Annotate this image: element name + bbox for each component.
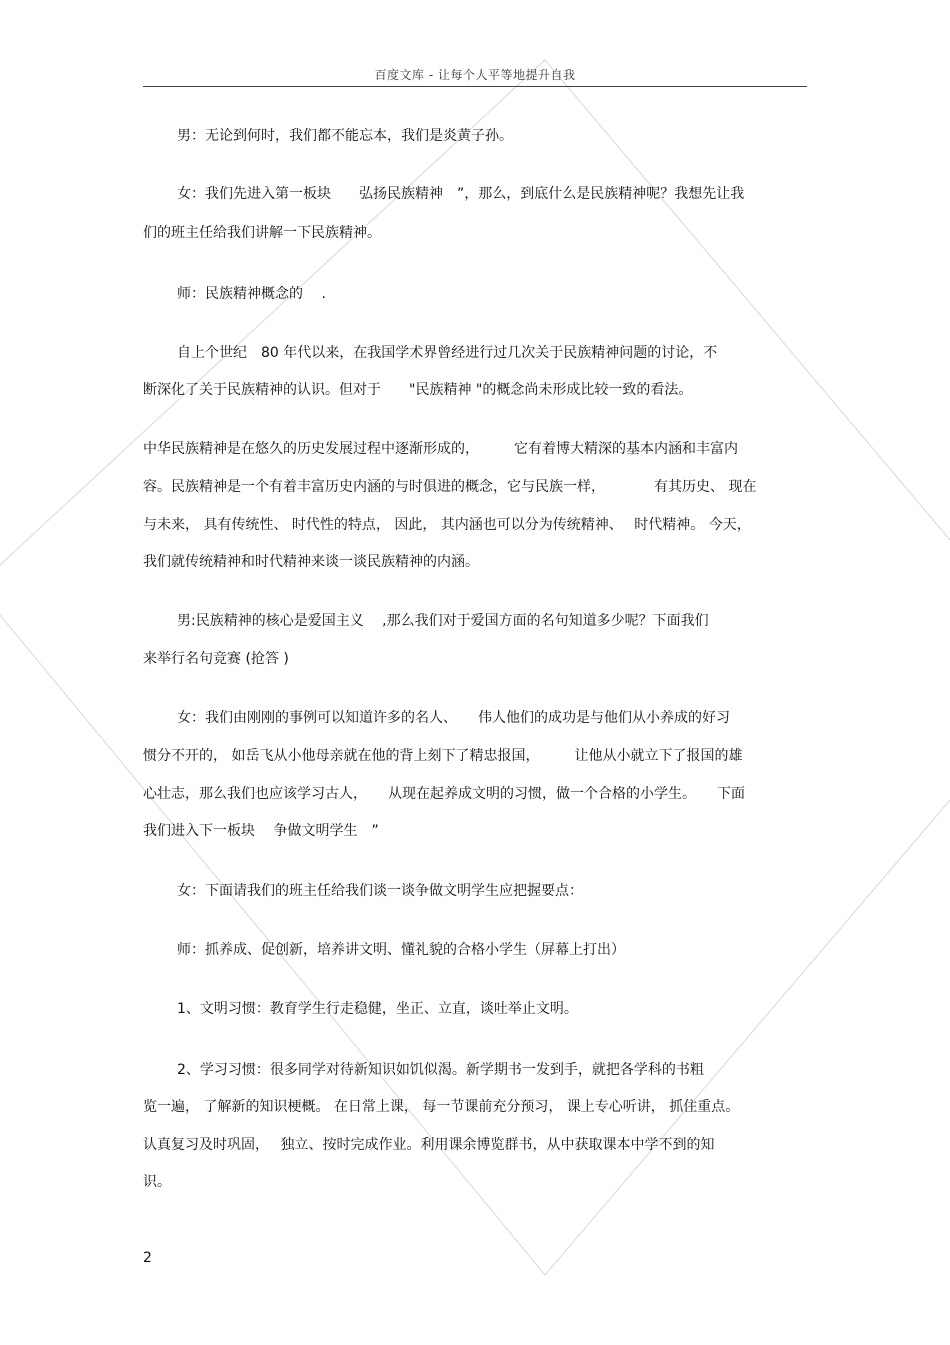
- text-line: 心壮志，那么我们也应该学习古人， 从现在起养成文明的习惯，做一个合格的小学生。 下面: [143, 786, 745, 802]
- text-line: 中华民族精神是在悠久的历史发展过程中逐渐形成的， 它有着博大精深的基本内涵和丰富内: [143, 441, 738, 457]
- text-line: 识。: [143, 1174, 171, 1190]
- text-line: 女：我们先进入第一板块 弘扬民族精神 ”，那么，到底什么是民族精神呢？我想先让我: [177, 186, 745, 202]
- text-line: 1、文明习惯：教育学生行走稳健，坐正、立直，谈吐举止文明。: [177, 1001, 578, 1017]
- text-line: 来举行名句竞赛 (抢答 ): [143, 651, 289, 667]
- text-line: 惯分不开的， 如岳飞从小他母亲就在他的背上刻下了精忠报国， 让他从小就立下了报国的雄: [143, 748, 743, 764]
- text-line: 断深化了关于民族精神的认识。但对于 "民族精神 "的概念尚未形成比较一致的看法。: [143, 382, 693, 398]
- text-line: 女：下面请我们的班主任给我们谈一谈争做文明学生应把握要点：: [177, 883, 583, 899]
- text-line: 2、学习习惯：很多同学对待新知识如饥似渴。新学期书一发到手，就把各学科的书粗: [177, 1062, 704, 1078]
- page-number: 2: [143, 1250, 152, 1266]
- text-line: 女：我们由刚刚的事例可以知道许多的名人、 伟人他们的成功是与他们从小养成的好习: [177, 710, 730, 726]
- header-divider: [143, 86, 807, 87]
- page-header: 百度文库 - 让每个人平等地提升自我: [374, 68, 576, 82]
- text-line: 览一遍， 了解新的知识梗概。 在日常上课， 每一节课前充分预习， 课上专心听讲， 抓住重点。: [143, 1099, 740, 1115]
- text-line: 我们就传统精神和时代精神来谈一谈民族精神的内涵。: [143, 554, 479, 570]
- text-line: 自上个世纪 80 年代以来，在我国学术界曾经进行过几次关于民族精神问题的讨论，不: [177, 345, 718, 361]
- text-line: 与未来， 具有传统性、 时代性的特点， 因此， 其内涵也可以分为传统精神、 时代精神。 今天，: [143, 517, 751, 533]
- text-line: 师：抓养成、促创新，培养讲文明、懂礼貌的合格小学生（屏幕上打出）: [177, 942, 625, 958]
- text-line: 男:民族精神的核心是爱国主义 ,那么我们对于爱国方面的名句知道多少呢？下面我们: [177, 613, 709, 629]
- text-line: 男：无论到何时，我们都不能忘本，我们是炎黄子孙。: [177, 128, 513, 144]
- text-line: 我们进入下一板块 争做文明学生 ”: [143, 823, 379, 839]
- text-line: 容。民族精神是一个有着丰富历史内涵的与时俱进的概念，它与民族一样， 有其历史、 现在: [143, 479, 757, 495]
- text-line: 师：民族精神概念的 .: [177, 286, 326, 302]
- text-line: 们的班主任给我们讲解一下民族精神。: [143, 225, 381, 241]
- text-line: 认真复习及时巩固， 独立、按时完成作业。利用课余博览群书，从中获取课本中学不到的知: [143, 1137, 715, 1153]
